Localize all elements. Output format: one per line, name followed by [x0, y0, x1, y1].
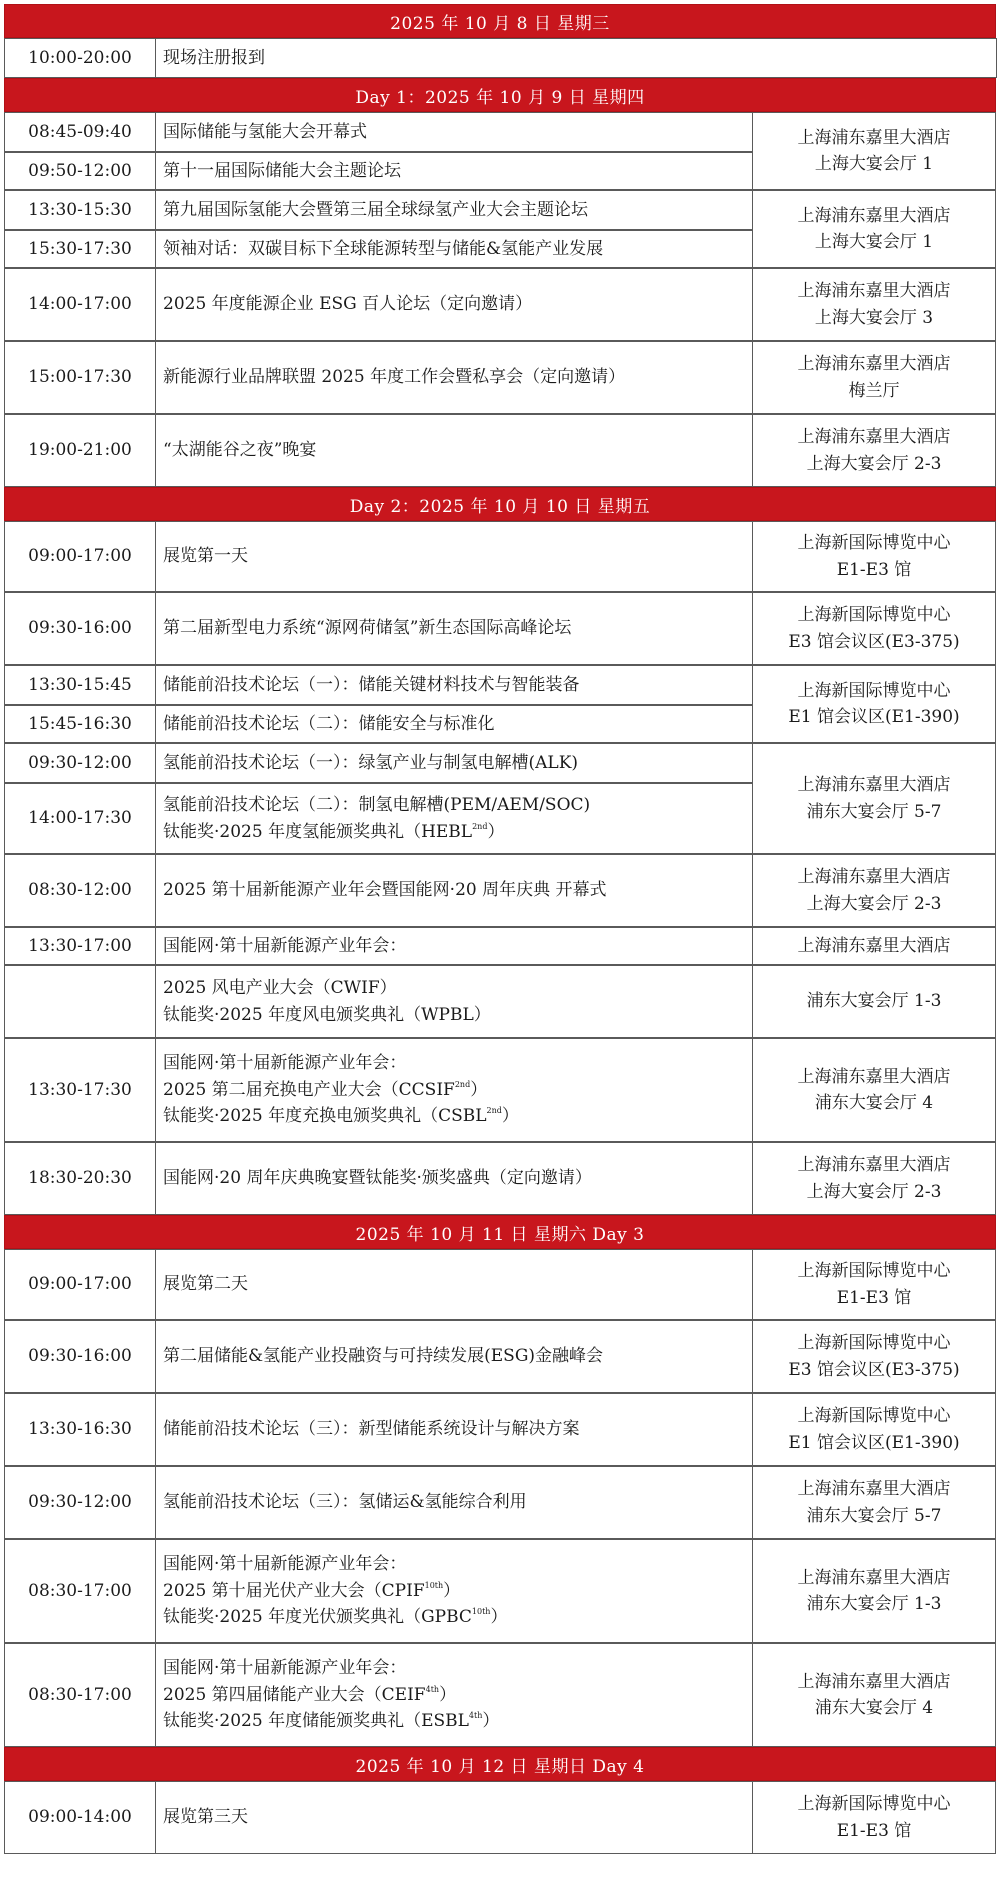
- venue-name: 上海新国际博览中心: [797, 1333, 951, 1354]
- event-lines: [163, 1489, 527, 1515]
- event-lines: [163, 364, 625, 390]
- event-text: 储能前沿技术论坛（二）：储能安全与标准化: [163, 713, 495, 734]
- venue-lines: [798, 864, 951, 917]
- event-text: ）: [487, 821, 505, 842]
- time-slot: 13:30-16:30: [28, 1419, 132, 1440]
- venue-lines: [798, 1476, 951, 1529]
- time-slot: 13:30-15:45: [28, 674, 132, 695]
- time-cell: [4, 854, 156, 927]
- event-cell: [155, 521, 753, 592]
- event-text: 储能前沿技术论坛（一）：储能关键材料技术与智能装备: [163, 674, 580, 695]
- event-text: 现场注册报到: [163, 47, 265, 68]
- venue-name: 上海浦东嘉里大酒店: [797, 281, 951, 302]
- time-cell: [4, 1249, 156, 1320]
- edition-superscript: 10th: [424, 1580, 444, 1590]
- event-text: 第二届储能&氢能产业投融资与可持续发展(ESG)金融峰会: [163, 1346, 604, 1367]
- event-lines: [163, 975, 491, 1028]
- time-cell: [4, 112, 156, 152]
- venue-lines: [788, 602, 959, 655]
- time-slot: 09:30-16:00: [28, 618, 132, 639]
- event-title: [163, 291, 532, 317]
- event-title: [163, 877, 607, 903]
- time-slot: 09:00-17:00: [28, 546, 132, 567]
- venue-lines: [798, 203, 951, 256]
- time-cell: [4, 1643, 156, 1747]
- edition-superscript: 4th: [468, 1711, 483, 1721]
- day-header: [4, 1747, 996, 1781]
- event-lines: [163, 1416, 580, 1442]
- time-slot: 14:00-17:00: [28, 294, 132, 315]
- event-cell: [155, 705, 753, 743]
- event-cell: [155, 592, 753, 665]
- event-cell: [155, 1643, 753, 1747]
- event-text: 氢能前沿技术论坛（一）：绿氢产业与制氢电解槽(ALK): [163, 752, 579, 773]
- venue-cell: [752, 341, 996, 414]
- event-text: 储能前沿技术论坛（三）：新型储能系统设计与解决方案: [163, 1419, 580, 1440]
- event-text: 国能网·第十届新能源产业年会：: [163, 935, 407, 956]
- time-cell: [4, 1539, 156, 1643]
- time-slot: 15:45-16:30: [28, 713, 132, 734]
- event-text: 钛能奖·2025 年度储能颁奖典礼（ESBL: [163, 1711, 469, 1732]
- time-slot: 08:30-17:00: [28, 1580, 132, 1601]
- venue-hall: 浦东大宴会厅 1-3: [806, 1594, 942, 1614]
- event-text: 第九届国际氢能大会暨第三届全球绿氢产业大会主题论坛: [163, 199, 588, 220]
- event-lines: [163, 711, 495, 737]
- time-slot: 13:30-17:30: [28, 1079, 132, 1100]
- day-header-text: Day 2：2025 年 10 月 10 日 星期五: [349, 496, 651, 517]
- event-title: [163, 1271, 248, 1297]
- event-title: [163, 1578, 507, 1604]
- time-cell: [4, 665, 156, 705]
- event-text: 新能源行业品牌联盟 2025 年度工作会暨私享会（定向邀请）: [163, 367, 626, 388]
- event-title: [163, 1604, 507, 1630]
- event-text: 展览第二天: [163, 1274, 248, 1295]
- time-slot: 14:00-17:30: [28, 808, 132, 829]
- venue-hall: 上海大宴会厅 2-3: [806, 453, 942, 474]
- venue-name: 上海浦东嘉里大酒店: [797, 354, 951, 375]
- venue-lines: [798, 125, 951, 178]
- time-cell: [4, 1466, 156, 1539]
- event-title: [163, 750, 578, 776]
- time-cell: [4, 38, 156, 78]
- venue-hall: 上海大宴会厅 1: [814, 232, 934, 252]
- venue-hall: 梅兰厅: [848, 380, 900, 401]
- event-text: 2025 第十届光伏产业大会（CPIF: [163, 1580, 425, 1601]
- venue-name: 上海浦东嘉里大酒店: [797, 935, 951, 956]
- venue-lines: [798, 1669, 951, 1722]
- venue-lines: [788, 678, 959, 731]
- event-cell: [155, 1539, 753, 1643]
- event-text: “太湖能谷之夜”晚宴: [163, 440, 317, 461]
- event-title: [163, 1655, 499, 1681]
- event-text: 国能网·20 周年庆典晚宴暨钛能奖·颁奖盛典（定向邀请）: [163, 1168, 592, 1189]
- event-lines: [163, 45, 265, 71]
- time-slot: 10:00-20:00: [28, 47, 132, 68]
- event-lines: [163, 1804, 248, 1830]
- event-title: [163, 1165, 592, 1191]
- event-lines: [163, 750, 578, 776]
- event-text: 2025 风电产业大会（CWIF）: [163, 978, 397, 999]
- event-cell: [155, 743, 753, 783]
- event-cell: [155, 783, 753, 854]
- venue-lines: [798, 1791, 951, 1844]
- event-lines: [163, 615, 571, 641]
- time-cell: [4, 414, 156, 487]
- event-text: 2025 第十届新能源产业年会暨国能网·20 周年庆典 开幕式: [163, 880, 607, 901]
- venue-cell: [752, 665, 996, 743]
- event-title: [163, 45, 265, 71]
- venue-name: 上海浦东嘉里大酒店: [797, 1066, 951, 1087]
- time-slot: 18:30-20:30: [28, 1168, 132, 1189]
- event-text: 国际储能与氢能大会开幕式: [163, 121, 367, 142]
- event-text: 钛能奖·2025 年度氢能颁奖典礼（HEBL: [163, 821, 473, 842]
- event-lines: [163, 236, 603, 262]
- venue-cell: [752, 190, 996, 268]
- time-slot: 09:50-12:00: [28, 160, 132, 181]
- event-lines: [163, 1165, 592, 1191]
- venue-hall: E1-E3 馆: [836, 1820, 912, 1841]
- time-cell: [4, 230, 156, 268]
- time-cell: [4, 341, 156, 414]
- event-lines: [163, 291, 532, 317]
- venue-hall: E1 馆会议区(E1-390): [788, 707, 960, 727]
- time-cell: [4, 1038, 156, 1142]
- venue-name: 上海浦东嘉里大酒店: [797, 427, 951, 448]
- venue-cell: [752, 1539, 996, 1643]
- time-cell: [4, 705, 156, 743]
- venue-cell: [752, 414, 996, 487]
- venue-hall: 上海大宴会厅 2-3: [806, 893, 942, 914]
- event-lines: [163, 543, 248, 569]
- venue-hall: E1-E3 馆: [836, 559, 912, 580]
- event-cell: [155, 965, 753, 1038]
- event-text: 2025 第四届储能产业大会（CEIF: [163, 1684, 426, 1705]
- venue-hall: E3 馆会议区(E3-375): [788, 1359, 960, 1380]
- edition-superscript: 2nd: [472, 821, 488, 831]
- event-title: [163, 1551, 507, 1577]
- event-text: 国能网·第十届新能源产业年会：: [163, 1554, 407, 1575]
- time-cell: [4, 965, 156, 1038]
- venue-name: 上海浦东嘉里大酒店: [797, 775, 951, 796]
- event-text: ）: [490, 1607, 508, 1628]
- event-text: 国能网·第十届新能源产业年会：: [163, 1053, 407, 1074]
- venue-name: 上海浦东嘉里大酒店: [797, 1155, 951, 1176]
- event-title: [163, 1804, 248, 1830]
- event-cell: [155, 927, 753, 965]
- event-title: [163, 437, 316, 463]
- event-text: 展览第一天: [163, 546, 248, 567]
- event-lines: [163, 792, 590, 845]
- event-title: [163, 975, 491, 1001]
- event-text: 展览第三天: [163, 1807, 248, 1828]
- day-header: [4, 4, 996, 38]
- event-title: [163, 158, 401, 184]
- event-cell: [155, 1393, 753, 1466]
- event-text: 第二届新型电力系统“源网荷储氢”新生态国际高峰论坛: [163, 618, 572, 639]
- time-cell: [4, 743, 156, 783]
- event-text: 2025 年度能源企业 ESG 百人论坛（定向邀请）: [163, 294, 533, 315]
- venue-hall: 上海大宴会厅 3: [814, 307, 934, 328]
- venue-name: 上海新国际博览中心: [797, 1794, 951, 1815]
- time-slot: 09:00-14:00: [28, 1807, 132, 1828]
- event-title: [163, 792, 590, 818]
- event-cell: [155, 38, 997, 78]
- event-cell: [155, 1320, 753, 1393]
- event-lines: [163, 437, 316, 463]
- venue-name: 上海新国际博览中心: [797, 680, 951, 701]
- time-slot: 15:30-17:30: [28, 238, 132, 259]
- venue-lines: [798, 1565, 951, 1618]
- venue-name: 上海浦东嘉里大酒店: [797, 867, 951, 888]
- event-lines: [163, 158, 401, 184]
- time-cell: [4, 1393, 156, 1466]
- event-lines: [163, 1343, 603, 1369]
- time-slot: 15:00-17:30: [28, 367, 132, 388]
- time-slot: 08:45-09:40: [28, 121, 132, 142]
- venue-name: 上海新国际博览中心: [797, 1406, 951, 1427]
- event-text: 钛能奖·2025 年度光伏颁奖典礼（GPBC: [163, 1607, 472, 1628]
- event-title: [163, 819, 590, 845]
- event-title: [163, 711, 495, 737]
- venue-hall: 浦东大宴会厅 5-7: [806, 801, 942, 822]
- venue-cell: [752, 1038, 996, 1142]
- event-text: ）: [443, 1580, 461, 1601]
- venue-cell: [752, 965, 996, 1038]
- event-lines: [163, 119, 367, 145]
- venue-lines: [798, 351, 951, 404]
- event-cell: [155, 190, 753, 230]
- venue-lines: [788, 1330, 959, 1383]
- venue-hall: 浦东大宴会厅 5-7: [806, 1505, 942, 1526]
- time-slot: 13:30-15:30: [28, 199, 132, 220]
- event-cell: [155, 268, 753, 341]
- event-lines: [163, 933, 406, 959]
- day-header-text: 2025 年 10 月 12 日 星期日 Day 4: [355, 1756, 645, 1777]
- event-lines: [163, 672, 580, 698]
- time-slot: 19:00-21:00: [28, 440, 132, 461]
- venue-name: 上海新国际博览中心: [797, 1261, 951, 1282]
- edition-superscript: 2nd: [454, 1079, 471, 1089]
- venue-cell: [752, 1142, 996, 1215]
- venue-hall: 上海大宴会厅 1: [814, 154, 934, 174]
- time-slot: 09:00-17:00: [28, 1274, 132, 1295]
- venue-name: 上海浦东嘉里大酒店: [797, 1567, 951, 1588]
- event-cell: [155, 1038, 753, 1142]
- event-lines: [163, 197, 588, 223]
- venue-cell: [752, 592, 996, 665]
- event-title: [163, 364, 625, 390]
- event-lines: [163, 1271, 248, 1297]
- edition-superscript: 4th: [425, 1684, 440, 1694]
- event-cell: [155, 854, 753, 927]
- venue-lines: [798, 530, 951, 583]
- event-title: [163, 1077, 519, 1103]
- event-cell: [155, 112, 753, 152]
- event-cell: [155, 230, 753, 268]
- venue-name: 上海新国际博览中心: [797, 605, 951, 626]
- venue-cell: [752, 112, 996, 190]
- time-cell: [4, 521, 156, 592]
- event-title: [163, 615, 571, 641]
- venue-name: 上海浦东嘉里大酒店: [797, 1671, 951, 1692]
- event-lines: [163, 1050, 519, 1129]
- time-cell: [4, 927, 156, 965]
- event-title: [163, 236, 603, 262]
- venue-cell: [752, 1781, 996, 1854]
- event-text: 2025 第二届充换电产业大会（CCSIF: [163, 1079, 455, 1100]
- event-title: [163, 933, 406, 959]
- event-text: 氢能前沿技术论坛（二）：制氢电解槽(PEM/AEM/SOC): [163, 795, 591, 816]
- event-cell: [155, 1142, 753, 1215]
- venue-name: 上海浦东嘉里大酒店: [797, 1479, 951, 1500]
- venue-cell: [752, 268, 996, 341]
- venue-cell: [752, 1393, 996, 1466]
- event-title: [163, 543, 248, 569]
- time-cell: [4, 152, 156, 190]
- event-title: [163, 1489, 527, 1515]
- venue-lines: [807, 988, 942, 1014]
- event-title: [163, 1050, 519, 1076]
- time-slot: 08:30-12:00: [28, 880, 132, 901]
- event-title: [163, 119, 367, 145]
- time-slot: 13:30-17:00: [28, 935, 132, 956]
- time-cell: [4, 1320, 156, 1393]
- venue-cell: [752, 927, 996, 965]
- day-header: [4, 487, 996, 521]
- event-title: [163, 1682, 499, 1708]
- event-text: 第十一届国际储能大会主题论坛: [163, 160, 401, 181]
- venue-lines: [798, 424, 951, 477]
- event-title: [163, 1343, 603, 1369]
- time-slot: 09:30-16:00: [28, 1346, 132, 1367]
- time-cell: [4, 190, 156, 230]
- time-cell: [4, 783, 156, 854]
- venue-name: 上海新国际博览中心: [797, 533, 951, 554]
- venue-hall: 浦东大宴会厅 4: [814, 1093, 934, 1113]
- venue-hall: E1 馆会议区(E1-390): [788, 1432, 960, 1453]
- venue-name: 上海浦东嘉里大酒店: [797, 205, 951, 226]
- event-text: ）: [439, 1684, 457, 1705]
- event-text: 国能网·第十届新能源产业年会：: [163, 1658, 407, 1679]
- time-slot: 08:30-17:00: [28, 1684, 132, 1705]
- event-text: 钛能奖·2025 年度充换电颁奖典礼（CSBL: [163, 1106, 487, 1127]
- venue-cell: [752, 1643, 996, 1747]
- venue-lines: [798, 1152, 951, 1205]
- event-lines: [163, 1551, 507, 1630]
- event-title: [163, 1416, 580, 1442]
- venue-cell: [752, 1249, 996, 1320]
- venue-cell: [752, 521, 996, 592]
- venue-lines: [798, 933, 951, 959]
- time-slot: 09:30-12:00: [28, 752, 132, 773]
- event-cell: [155, 414, 753, 487]
- event-cell: [155, 665, 753, 705]
- event-lines: [163, 877, 607, 903]
- day-header-text: 2025 年 10 月 8 日 星期三: [390, 13, 610, 34]
- venue-hall: 上海大宴会厅 2-3: [806, 1181, 942, 1202]
- event-cell: [155, 341, 753, 414]
- event-title: [163, 197, 588, 223]
- venue-cell: [752, 1466, 996, 1539]
- time-cell: [4, 1781, 156, 1854]
- event-text: ）: [501, 1106, 519, 1127]
- venue-lines: [798, 1258, 951, 1311]
- event-text: ）: [482, 1711, 500, 1732]
- event-title: [163, 1708, 499, 1734]
- event-title: [163, 672, 580, 698]
- day-header-text: 2025 年 10 月 11 日 星期六 Day 3: [355, 1224, 645, 1245]
- event-cell: [155, 1466, 753, 1539]
- event-cell: [155, 152, 753, 190]
- venue-cell: [752, 854, 996, 927]
- event-lines: [163, 1655, 499, 1734]
- venue-name: 上海浦东嘉里大酒店: [797, 127, 951, 148]
- venue-cell: [752, 743, 996, 854]
- time-cell: [4, 1142, 156, 1215]
- event-title: [163, 1103, 519, 1129]
- venue-hall: E3 馆会议区(E3-375): [788, 631, 960, 652]
- event-text: 钛能奖·2025 年度风电颁奖典礼（WPBL）: [163, 1004, 491, 1025]
- venue-hall: 浦东大宴会厅 4: [814, 1698, 934, 1718]
- event-text: ）: [470, 1079, 488, 1100]
- time-cell: [4, 592, 156, 665]
- time-slot: 09:30-12:00: [28, 1492, 132, 1513]
- event-text: 氢能前沿技术论坛（三）：氢储运&氢能综合利用: [163, 1492, 527, 1513]
- venue-lines: [798, 1064, 951, 1117]
- day-header-text: Day 1：2025 年 10 月 9 日 星期四: [355, 87, 645, 108]
- time-cell: [4, 268, 156, 341]
- event-text: 领袖对话：双碳目标下全球能源转型与储能&氢能产业发展: [163, 238, 604, 259]
- venue-cell: [752, 1320, 996, 1393]
- edition-superscript: 10th: [471, 1607, 491, 1617]
- venue-lines: [788, 1403, 959, 1456]
- event-cell: [155, 1249, 753, 1320]
- day-header: [4, 78, 996, 112]
- venue-name: 浦东大宴会厅 1-3: [806, 991, 942, 1012]
- venue-hall: E1-E3 馆: [836, 1287, 912, 1308]
- event-title: [163, 1002, 491, 1028]
- day-header: [4, 1215, 996, 1249]
- venue-lines: [798, 772, 951, 825]
- venue-lines: [798, 278, 951, 331]
- event-cell: [155, 1781, 753, 1854]
- edition-superscript: 2nd: [486, 1106, 502, 1116]
